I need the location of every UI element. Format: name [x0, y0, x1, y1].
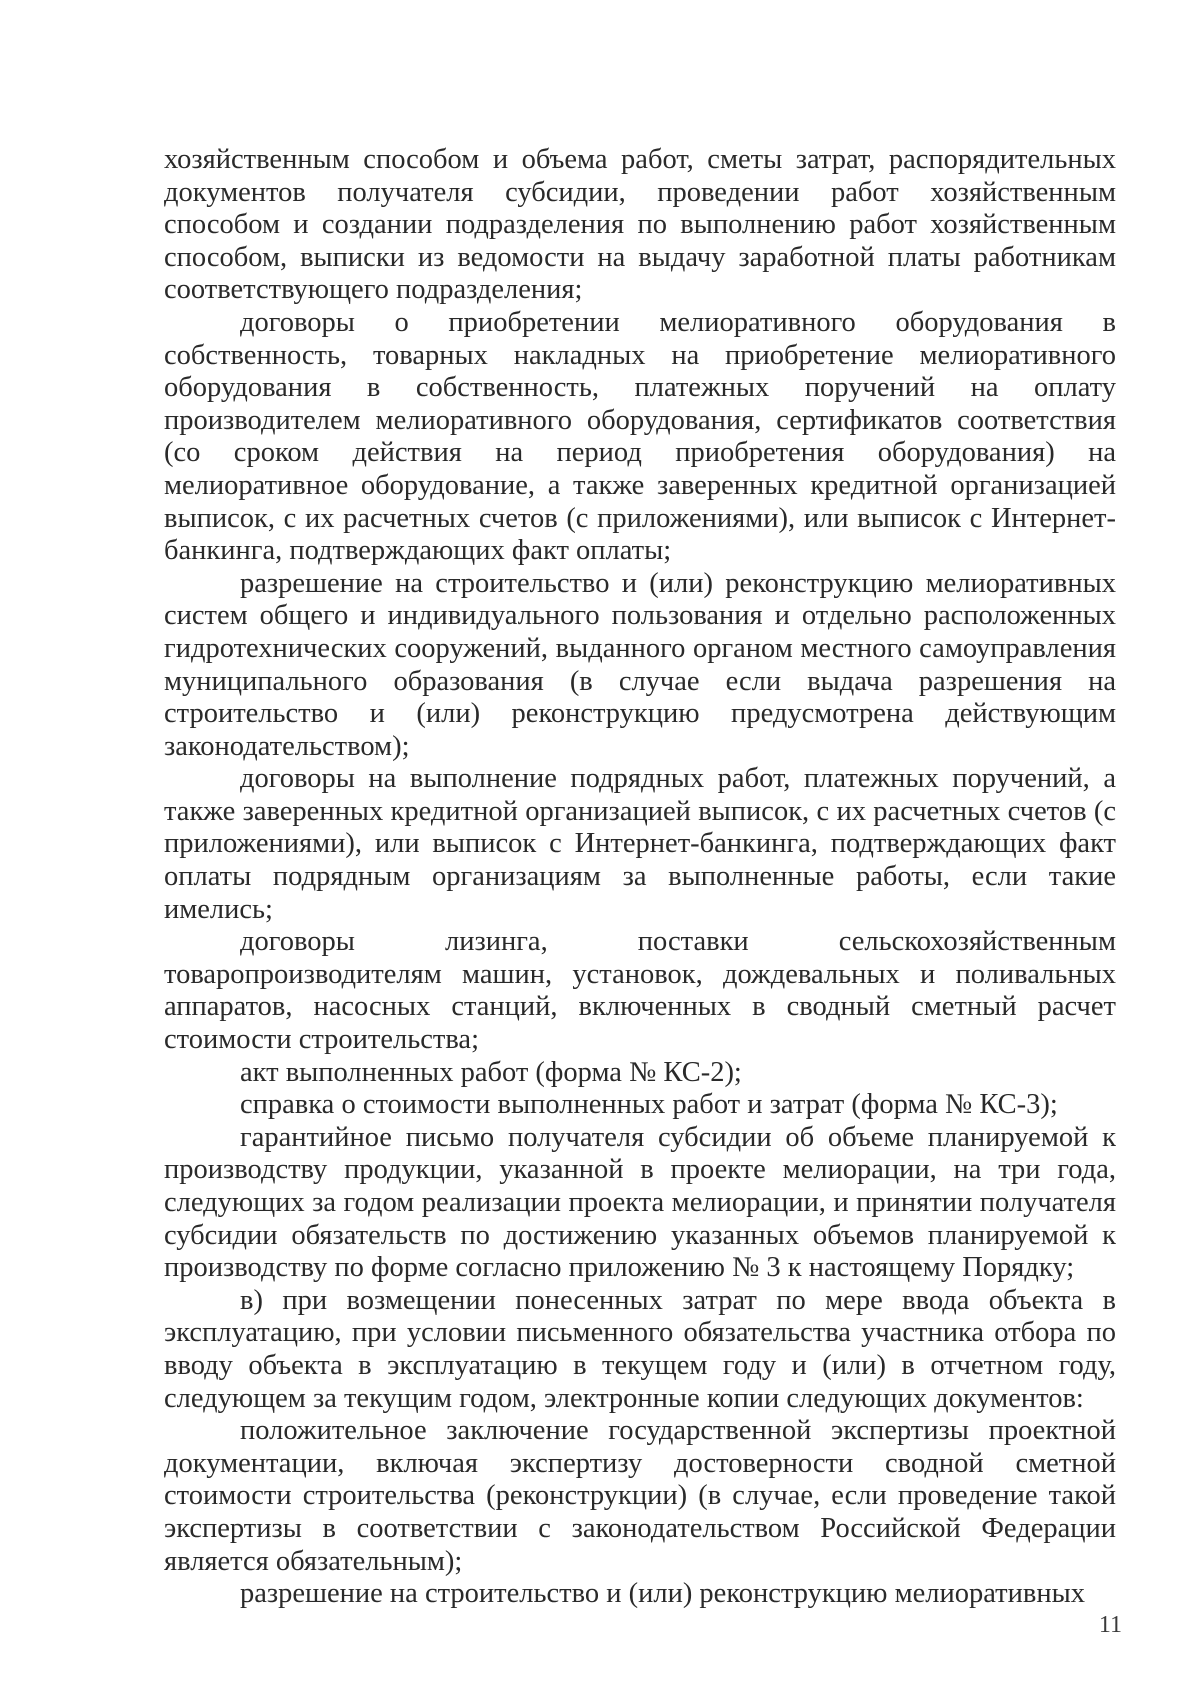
document-text [164, 144, 1116, 1611]
paragraph-construction-permit-2: разрешение на строительство и (или) реконструкцию мелиоративных [240, 1578, 1085, 1610]
paragraph-equipment-contracts: договоры о приобретении мелиоративного оборудования в собственность, товарных накладных на приобретение мелиоративного оборудования в собственность, платежных поручений на оплату производителем мелиоративного оборудования, сертификатов соответствия (со сроком действия на период приобретения оборудования) на мелиоративное оборудование, а также заверенных кредитной организацией выписок, с их расчетных счетов (с приложениями), или выписок с Интернет-банкинга, подтверждающих факт оплаты; [164, 306, 1116, 567]
page-number: 11 [1098, 1612, 1122, 1638]
paragraph-continuation: хозяйственным способом и объема работ, сметы затрат, распорядительных документов получателя субсидии, проведении работ хозяйственным способом и создании подразделения по выполнению работ хозяйственным способом, выписки из ведомости на выдачу заработной платы работникам соответствующего подразделения; [164, 144, 1116, 306]
paragraph-ks2-act: акт выполненных работ (форма № КС-2); [240, 1056, 742, 1088]
paragraph-item-v: в) при возмещении понесенных затрат по мере ввода объекта в эксплуатацию, при условии письменного обязательства участника отбора по вводу объекта в эксплуатацию в текущем году и (или) в отчетном году, следующем за текущим годом, электронные копии следующих документов: [164, 1284, 1116, 1414]
paragraph-ks3-certificate: справка о стоимости выполненных работ и затрат (форма № КС-3); [240, 1089, 1058, 1121]
paragraph-state-expertise: положительное заключение государственной экспертизы проектной документации, включая экспертизу достоверности сводной сметной стоимости строительства (реконструкции) (в случае, если проведение такой экспертизы в соответствии с законодательством Российской Федерации является обязательным); [164, 1415, 1116, 1577]
paragraph-leasing-contracts: договоры лизинга, поставки сельскохозяйственным товаропроизводителям машин, установок, дождевальных и поливальных аппаратов, насосных станций, включенных в сводный сметный расчет стоимости строительства; [164, 926, 1116, 1056]
paragraph-guarantee-letter: гарантийное письмо получателя субсидии об объеме планируемой к производству продукции, указанной в проекте мелиорации, на три года, следующих за годом реализации проекта мелиорации, и принятии получателя субсидии обязательств по достижению указанных объемов планируемой к производству по форме согласно приложению № 3 к настоящему Порядку; [164, 1121, 1116, 1284]
paragraph-construction-permit: разрешение на строительство и (или) реконструкцию мелиоративных систем общего и индивидуального пользования и отдельно расположенных гидротехнических сооружений, выданного органом местного самоуправления муниципального образования (в случае если выдача разрешения на строительство и (или) реконструкцию предусмотрена действующим законодательством); [164, 567, 1116, 762]
paragraph-contract-works: договоры на выполнение подрядных работ, платежных поручений, а также заверенных кредитной организацией выписок, с их расчетных счетов (с приложениями), или выписок с Интернет-банкинга, подтверждающих факт оплаты подрядным организациям за выполненные работы, если такие имелись; [164, 763, 1116, 925]
